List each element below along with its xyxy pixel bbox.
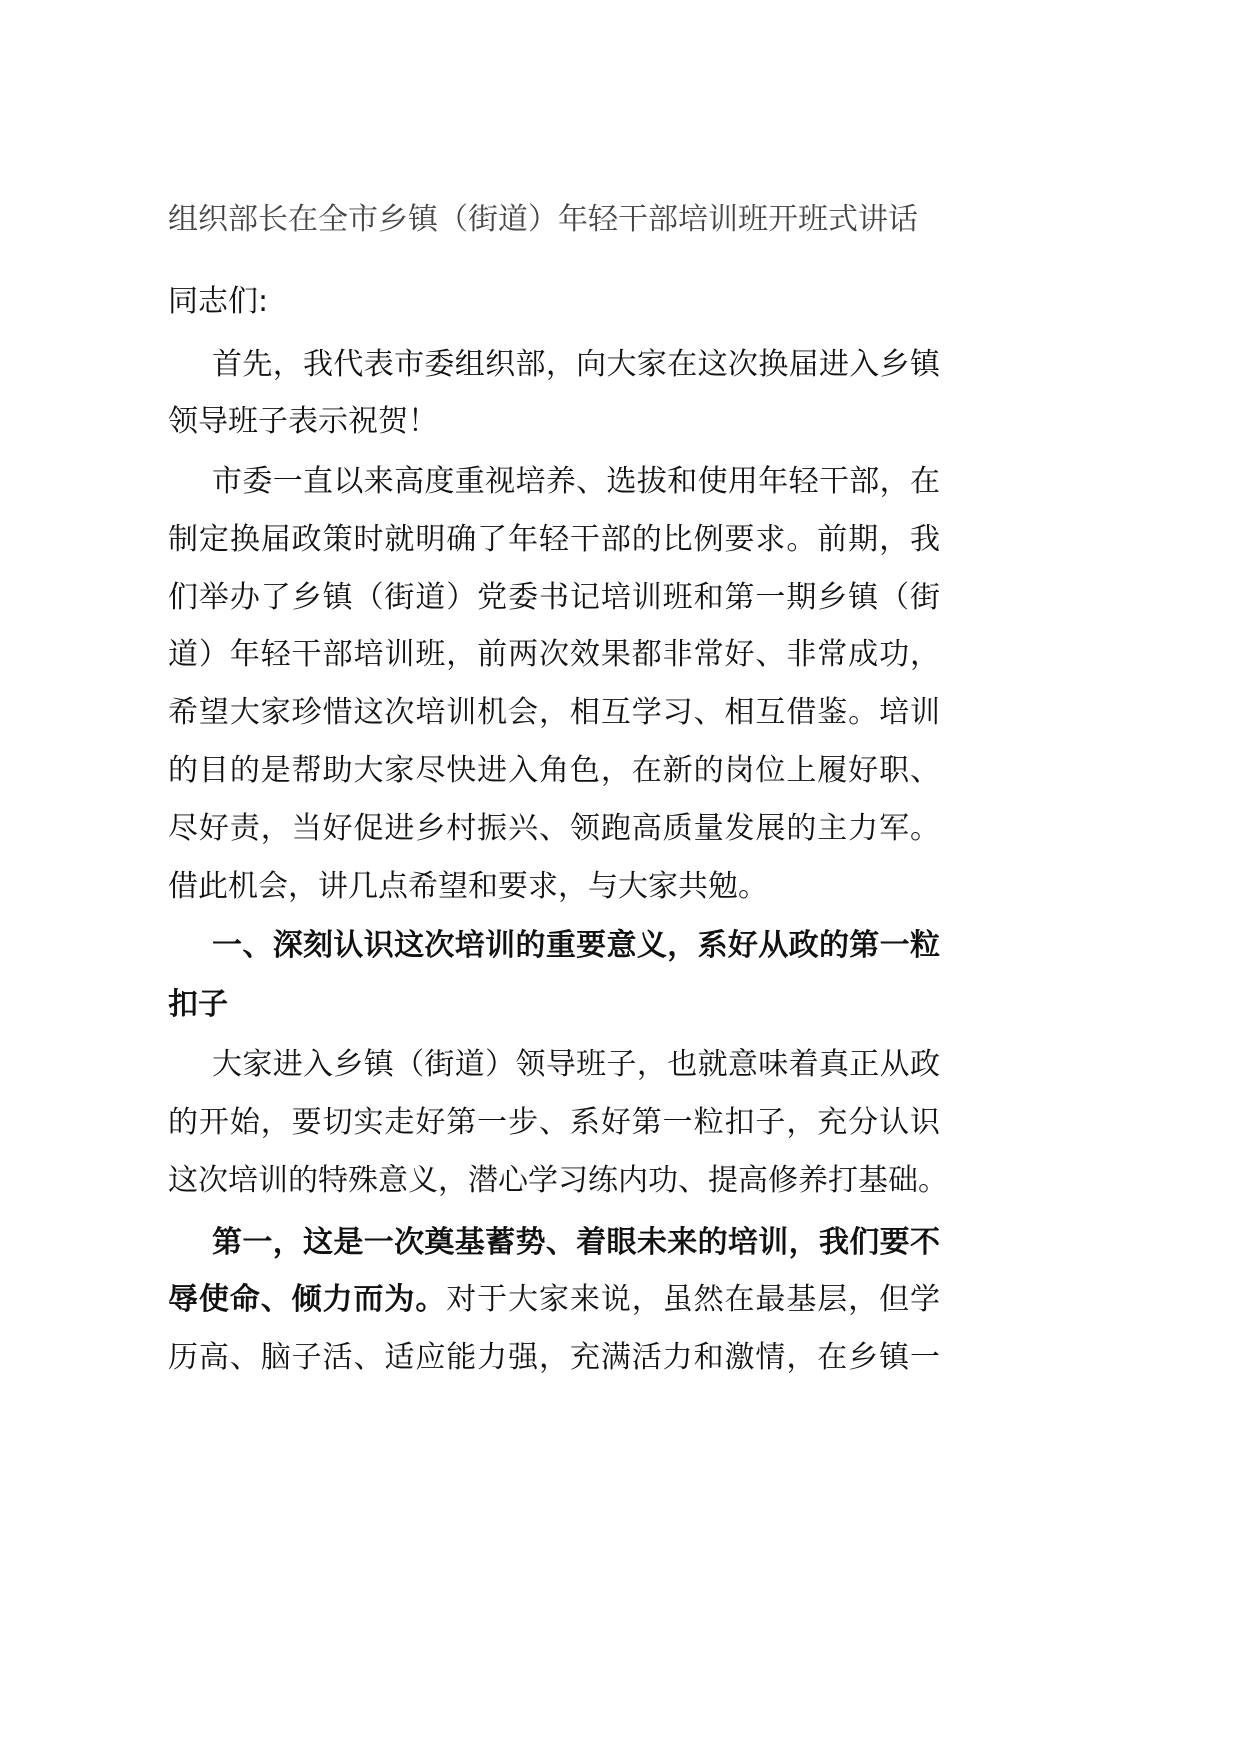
text-line — [168, 1278, 940, 1322]
text-line: 大家进入乡镇（街道）领导班子，也就意味着真正从政 — [212, 1047, 940, 1082]
text-line: 扣子 — [168, 987, 228, 1022]
text-line: 领导班子表示祝贺！ — [168, 404, 438, 439]
text-line: 首先，我代表市委组织部，向大家在这次换届进入乡镇 — [212, 347, 940, 382]
text-line: 借此机会，讲几点希望和要求，与大家共勉。 — [168, 869, 768, 904]
text-line: 历高、脑子活、适应能力强，充满活力和激情，在乡镇一 — [168, 1340, 940, 1375]
document-title: 组织部长在全市乡镇（街道）年轻干部培训班开班式讲话 — [168, 202, 918, 237]
text-line: 道）年轻干部培训班，前两次效果都非常好、非常成功， — [168, 637, 940, 672]
text-run: 对于大家来说，虽然在最基层，但学 — [446, 1282, 940, 1317]
text-line: 这次培训的特殊意义，潜心学习练内功、提高修养打基础。 — [168, 1163, 948, 1198]
text-line: 希望大家珍惜这次培训机会，相互学习、相互借鉴。培训 — [168, 695, 940, 730]
text-line: 一、深刻认识这次培训的重要意义，系好从政的第一粒 — [212, 928, 940, 963]
text-line: 们举办了乡镇（街道）党委书记培训班和第一期乡镇（街 — [168, 580, 940, 615]
text-line: 制定换届政策时就明确了年轻干部的比例要求。前期，我 — [168, 522, 940, 557]
text-line: 的开始，要切实走好第一步、系好第一粒扣子，充分认识 — [168, 1105, 940, 1140]
text-line: 的目的是帮助大家尽快进入角色，在新的岗位上履好职、 — [168, 753, 940, 788]
text-line: 第一，这是一次奠基蓄势、着眼未来的培训，我们要不 — [212, 1225, 940, 1260]
text-line: 市委一直以来高度重视培养、选拔和使用年轻干部，在 — [212, 464, 940, 499]
salutation: 同志们: — [168, 284, 269, 319]
text-line: 尽好责，当好促进乡村振兴、领跑高质量发展的主力军。 — [168, 811, 940, 846]
bold-lead: 辱使命、倾力而为。 — [168, 1282, 447, 1317]
